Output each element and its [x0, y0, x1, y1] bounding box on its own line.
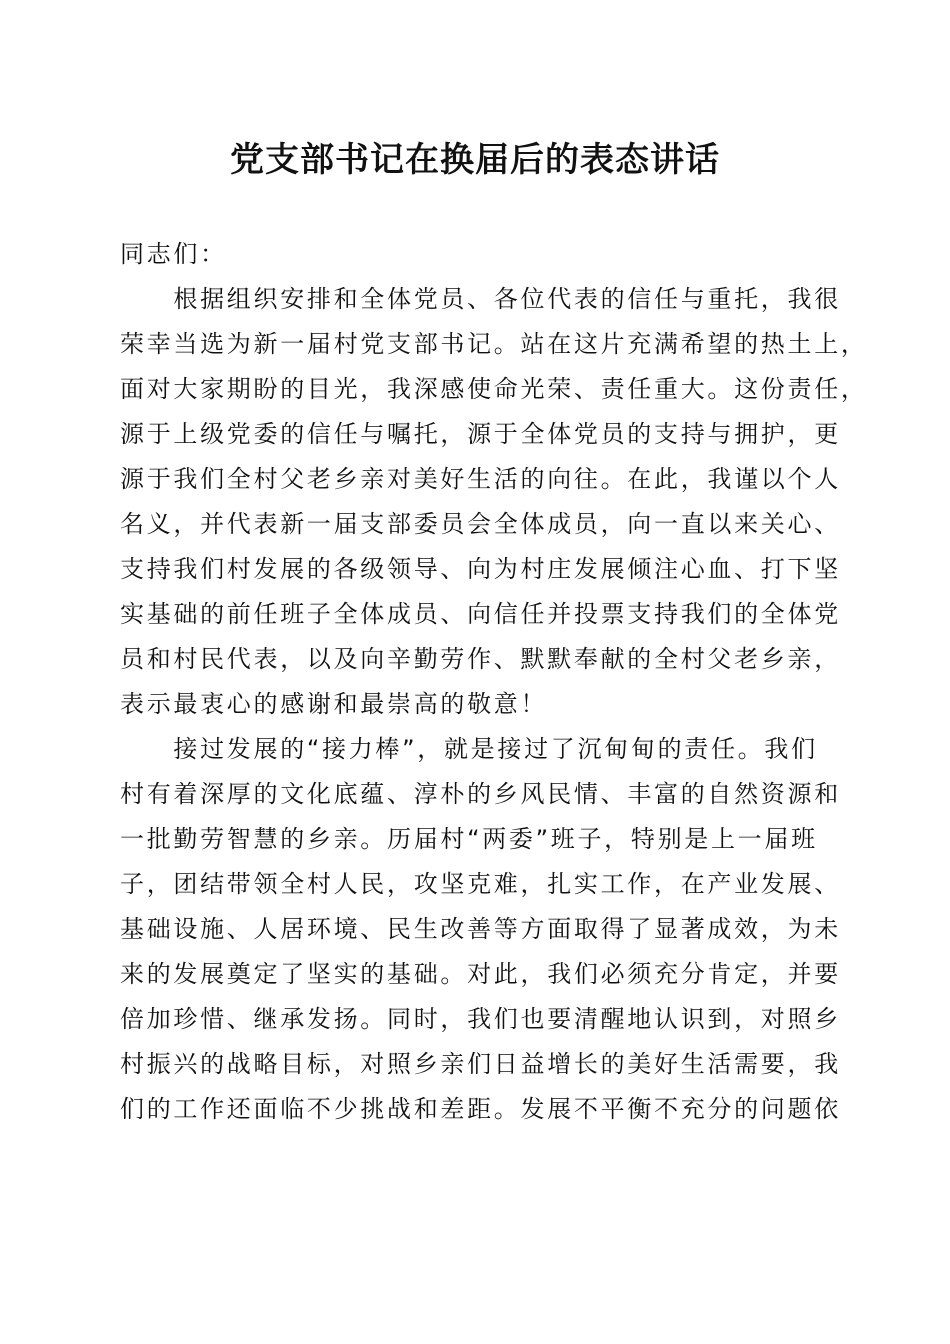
body-line: 名义，并代表新一届支部委员会全体成员，向一直以来关心、: [120, 510, 841, 538]
body-line: 根据组织安排和全体党员、各位代表的信任与重托，我很: [120, 285, 841, 313]
body-line: 面对大家期盼的目光，我深感使命光荣、责任重大。这份责任，: [120, 375, 868, 403]
body-line: 村有着深厚的文化底蕴、淳朴的乡风民情、丰富的自然资源和: [120, 780, 841, 808]
body-line: 接过发展的“接力棒”，就是接过了沉甸甸的责任。我们: [120, 735, 818, 763]
body-line: 子，团结带领全村人民，攻坚克难，扎实工作，在产业发展、: [120, 870, 841, 898]
body-line: 倍加珍惜、继承发扬。同时，我们也要清醒地认识到，对照乡: [120, 1005, 841, 1033]
document-title: 党支部书记在换届后的表态讲话: [230, 140, 720, 180]
body-line: 村振兴的战略目标，对照乡亲们日益增长的美好生活需要，我: [120, 1050, 841, 1078]
body-line: 实基础的前任班子全体成员、向信任并投票支持我们的全体党: [120, 600, 841, 628]
body-line: 源于我们全村父老乡亲对美好生活的向往。在此，我谨以个人: [120, 465, 841, 493]
body-line: 荣幸当选为新一届村党支部书记。站在这片充满希望的热土上，: [120, 330, 868, 358]
body-line: 一批勤劳智慧的乡亲。历届村“两委”班子，特别是上一届班: [120, 825, 818, 853]
body-line: 表示最衷心的感谢和最崇高的敬意！: [120, 690, 548, 718]
salutation: 同志们：: [120, 240, 227, 268]
body-line: 来的发展奠定了坚实的基础。对此，我们必须充分肯定，并要: [120, 960, 841, 988]
body-line: 支持我们村发展的各级领导、向为村庄发展倾注心血、打下坚: [120, 555, 841, 583]
body-line: 源于上级党委的信任与嘱托，源于全体党员的支持与拥护，更: [120, 420, 841, 448]
body-line: 基础设施、人居环境、民生改善等方面取得了显著成效，为未: [120, 915, 841, 943]
body-line: 员和村民代表，以及向辛勤劳作、默默奉献的全村父老乡亲，: [120, 645, 841, 673]
body-line: 们的工作还面临不少挑战和差距。发展不平衡不充分的问题依: [120, 1095, 841, 1123]
